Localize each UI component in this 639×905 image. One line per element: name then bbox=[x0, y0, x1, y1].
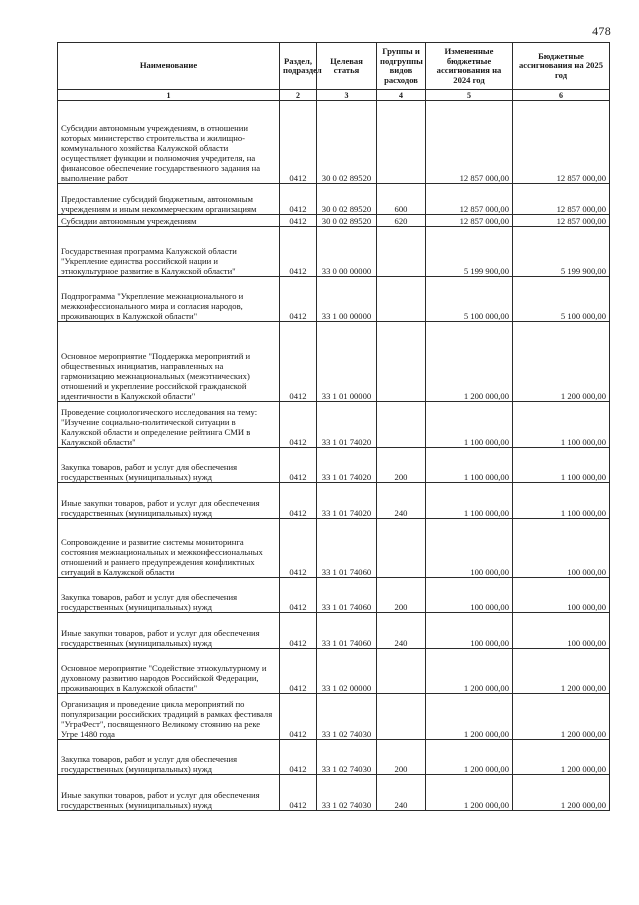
row-group: 600 bbox=[377, 184, 426, 215]
table-row bbox=[58, 448, 610, 483]
row-name: Основное мероприятие "Поддержка мероприятий и общественных инициатив, направленных на гармонизацию межнациональных (межэтнических) отношений и укрепление российской гражданской идентичности в Калужской области" bbox=[58, 322, 280, 402]
header-amount-2025: Бюджетные ассигнования на 2025 год bbox=[513, 43, 610, 90]
row-amount-2025: 12 857 000,00 bbox=[513, 101, 610, 184]
row-name: Иные закупки товаров, работ и услуг для обеспечения государственных (муниципальных) нужд bbox=[58, 613, 280, 649]
column-number: 6 bbox=[513, 90, 610, 101]
row-amount-2025: 1 200 000,00 bbox=[513, 740, 610, 775]
row-amount-2024: 1 100 000,00 bbox=[426, 402, 513, 448]
row-section: 0412 bbox=[280, 649, 317, 694]
row-group bbox=[377, 402, 426, 448]
row-name: Сопровождение и развитие системы мониторинга состояния межнациональных и межконфессиональных отношений и раннего предупреждения конфликтных ситуаций в Калужской области bbox=[58, 519, 280, 578]
row-amount-2025: 5 100 000,00 bbox=[513, 277, 610, 322]
row-target: 33 1 01 74020 bbox=[317, 402, 377, 448]
table-row bbox=[58, 483, 610, 519]
row-amount-2025: 12 857 000,00 bbox=[513, 184, 610, 215]
row-target: 30 0 02 89520 bbox=[317, 215, 377, 227]
row-amount-2024: 12 857 000,00 bbox=[426, 184, 513, 215]
table-row bbox=[58, 184, 610, 215]
row-name: Субсидии автономным учреждениям bbox=[58, 215, 280, 227]
row-amount-2025: 1 100 000,00 bbox=[513, 448, 610, 483]
header-group: Группы и подгруппы видов расходов bbox=[377, 43, 426, 90]
row-amount-2025: 1 100 000,00 bbox=[513, 402, 610, 448]
table-row bbox=[58, 277, 610, 322]
row-group: 200 bbox=[377, 448, 426, 483]
row-amount-2025: 1 200 000,00 bbox=[513, 649, 610, 694]
row-name: Основное мероприятие "Содействие этнокультурному и духовному развитию народов Российской Федерации, проживающих в Калужской области" bbox=[58, 649, 280, 694]
column-number: 5 bbox=[426, 90, 513, 101]
row-group: 240 bbox=[377, 613, 426, 649]
table-row bbox=[58, 613, 610, 649]
row-amount-2024: 1 200 000,00 bbox=[426, 694, 513, 740]
row-section: 0412 bbox=[280, 694, 317, 740]
row-amount-2024: 1 200 000,00 bbox=[426, 775, 513, 811]
row-amount-2024: 12 857 000,00 bbox=[426, 215, 513, 227]
column-number: 1 bbox=[58, 90, 280, 101]
row-group bbox=[377, 277, 426, 322]
row-amount-2024: 1 100 000,00 bbox=[426, 483, 513, 519]
column-number: 3 bbox=[317, 90, 377, 101]
row-target: 33 1 02 74030 bbox=[317, 740, 377, 775]
row-group: 620 bbox=[377, 215, 426, 227]
row-target: 33 1 01 00000 bbox=[317, 322, 377, 402]
table-row bbox=[58, 649, 610, 694]
row-name: Государственная программа Калужской области "Укрепление единства российской нации и этнокультурное развитие в Калужской области" bbox=[58, 227, 280, 277]
row-section: 0412 bbox=[280, 578, 317, 613]
row-name: Подпрограмма "Укрепление межнационального и межконфессионального мира и согласия народов, проживающих в Калужской области" bbox=[58, 277, 280, 322]
table-row bbox=[58, 322, 610, 402]
row-amount-2024: 12 857 000,00 bbox=[426, 101, 513, 184]
row-target: 33 0 00 00000 bbox=[317, 227, 377, 277]
row-group: 240 bbox=[377, 483, 426, 519]
row-amount-2024: 5 100 000,00 bbox=[426, 277, 513, 322]
row-name: Иные закупки товаров, работ и услуг для обеспечения государственных (муниципальных) нужд bbox=[58, 775, 280, 811]
table-row bbox=[58, 694, 610, 740]
row-target: 33 1 01 74060 bbox=[317, 613, 377, 649]
row-amount-2025: 100 000,00 bbox=[513, 519, 610, 578]
row-group: 200 bbox=[377, 578, 426, 613]
page-number: 478 bbox=[592, 24, 611, 38]
row-amount-2025: 1 200 000,00 bbox=[513, 322, 610, 402]
row-section: 0412 bbox=[280, 613, 317, 649]
row-name: Проведение социологического исследования на тему: "Изучение социально-политической ситуации в Калужской области и определение рейтинга СМИ в Калужской области" bbox=[58, 402, 280, 448]
row-amount-2025: 100 000,00 bbox=[513, 613, 610, 649]
budget-table bbox=[57, 42, 610, 811]
row-section: 0412 bbox=[280, 402, 317, 448]
row-group: 200 bbox=[377, 740, 426, 775]
row-group bbox=[377, 694, 426, 740]
row-amount-2025: 1 200 000,00 bbox=[513, 775, 610, 811]
row-group bbox=[377, 519, 426, 578]
row-name: Закупка товаров, работ и услуг для обеспечения государственных (муниципальных) нужд bbox=[58, 578, 280, 613]
table-row bbox=[58, 775, 610, 811]
row-section: 0412 bbox=[280, 184, 317, 215]
row-section: 0412 bbox=[280, 277, 317, 322]
row-section: 0412 bbox=[280, 519, 317, 578]
row-section: 0412 bbox=[280, 448, 317, 483]
row-amount-2025: 12 857 000,00 bbox=[513, 215, 610, 227]
row-section: 0412 bbox=[280, 483, 317, 519]
row-amount-2024: 1 200 000,00 bbox=[426, 649, 513, 694]
header-target: Целевая статья bbox=[317, 43, 377, 90]
row-amount-2024: 1 100 000,00 bbox=[426, 448, 513, 483]
row-section: 0412 bbox=[280, 775, 317, 811]
row-amount-2025: 1 200 000,00 bbox=[513, 694, 610, 740]
table-row bbox=[58, 402, 610, 448]
row-target: 30 0 02 89520 bbox=[317, 101, 377, 184]
row-target: 33 1 01 74020 bbox=[317, 448, 377, 483]
row-name: Иные закупки товаров, работ и услуг для обеспечения государственных (муниципальных) нужд bbox=[58, 483, 280, 519]
row-group bbox=[377, 322, 426, 402]
row-target: 33 1 00 00000 bbox=[317, 277, 377, 322]
header-amount-2024: Измененные бюджетные ассигнования на 2024 год bbox=[426, 43, 513, 90]
row-name: Закупка товаров, работ и услуг для обеспечения государственных (муниципальных) нужд bbox=[58, 448, 280, 483]
row-section: 0412 bbox=[280, 740, 317, 775]
row-amount-2025: 1 100 000,00 bbox=[513, 483, 610, 519]
row-amount-2024: 5 199 900,00 bbox=[426, 227, 513, 277]
row-group bbox=[377, 649, 426, 694]
row-section: 0412 bbox=[280, 215, 317, 227]
row-target: 33 1 02 74030 bbox=[317, 775, 377, 811]
row-group: 240 bbox=[377, 775, 426, 811]
row-target: 33 1 02 74030 bbox=[317, 694, 377, 740]
header-row bbox=[58, 43, 610, 90]
header-section: Раздел, подраздел bbox=[280, 43, 317, 90]
row-amount-2024: 100 000,00 bbox=[426, 613, 513, 649]
row-name: Субсидии автономным учреждениям, в отношении которых министерство строительства и жилищно-коммунального хозяйства Калужской области осуществляет функции и полномочия учредителя, на финансовое обеспечение государственного задания на выполнение работ bbox=[58, 101, 280, 184]
column-number-row bbox=[58, 90, 610, 101]
row-section: 0412 bbox=[280, 322, 317, 402]
column-number: 2 bbox=[280, 90, 317, 101]
row-amount-2024: 100 000,00 bbox=[426, 578, 513, 613]
table-row bbox=[58, 519, 610, 578]
row-target: 33 1 01 74060 bbox=[317, 578, 377, 613]
table-row bbox=[58, 227, 610, 277]
row-target: 33 1 01 74060 bbox=[317, 519, 377, 578]
row-target: 30 0 02 89520 bbox=[317, 184, 377, 215]
row-group bbox=[377, 227, 426, 277]
table-row bbox=[58, 101, 610, 184]
row-amount-2025: 100 000,00 bbox=[513, 578, 610, 613]
row-section: 0412 bbox=[280, 227, 317, 277]
row-amount-2025: 5 199 900,00 bbox=[513, 227, 610, 277]
row-amount-2024: 1 200 000,00 bbox=[426, 322, 513, 402]
table-row bbox=[58, 578, 610, 613]
row-amount-2024: 100 000,00 bbox=[426, 519, 513, 578]
row-name: Организация и проведение цикла мероприятий по популяризации российских традиций в рамках фестиваля "УграФест", посвященного Великому стоянию на реке Угре 1480 года bbox=[58, 694, 280, 740]
row-group bbox=[377, 101, 426, 184]
table-row bbox=[58, 740, 610, 775]
header-name: Наименование bbox=[58, 43, 280, 90]
column-number: 4 bbox=[377, 90, 426, 101]
row-target: 33 1 02 00000 bbox=[317, 649, 377, 694]
row-target: 33 1 01 74020 bbox=[317, 483, 377, 519]
row-name: Закупка товаров, работ и услуг для обеспечения государственных (муниципальных) нужд bbox=[58, 740, 280, 775]
row-name: Предоставление субсидий бюджетным, автономным учреждениям и иным некоммерческим организациям bbox=[58, 184, 280, 215]
row-amount-2024: 1 200 000,00 bbox=[426, 740, 513, 775]
table-row bbox=[58, 215, 610, 227]
row-section: 0412 bbox=[280, 101, 317, 184]
